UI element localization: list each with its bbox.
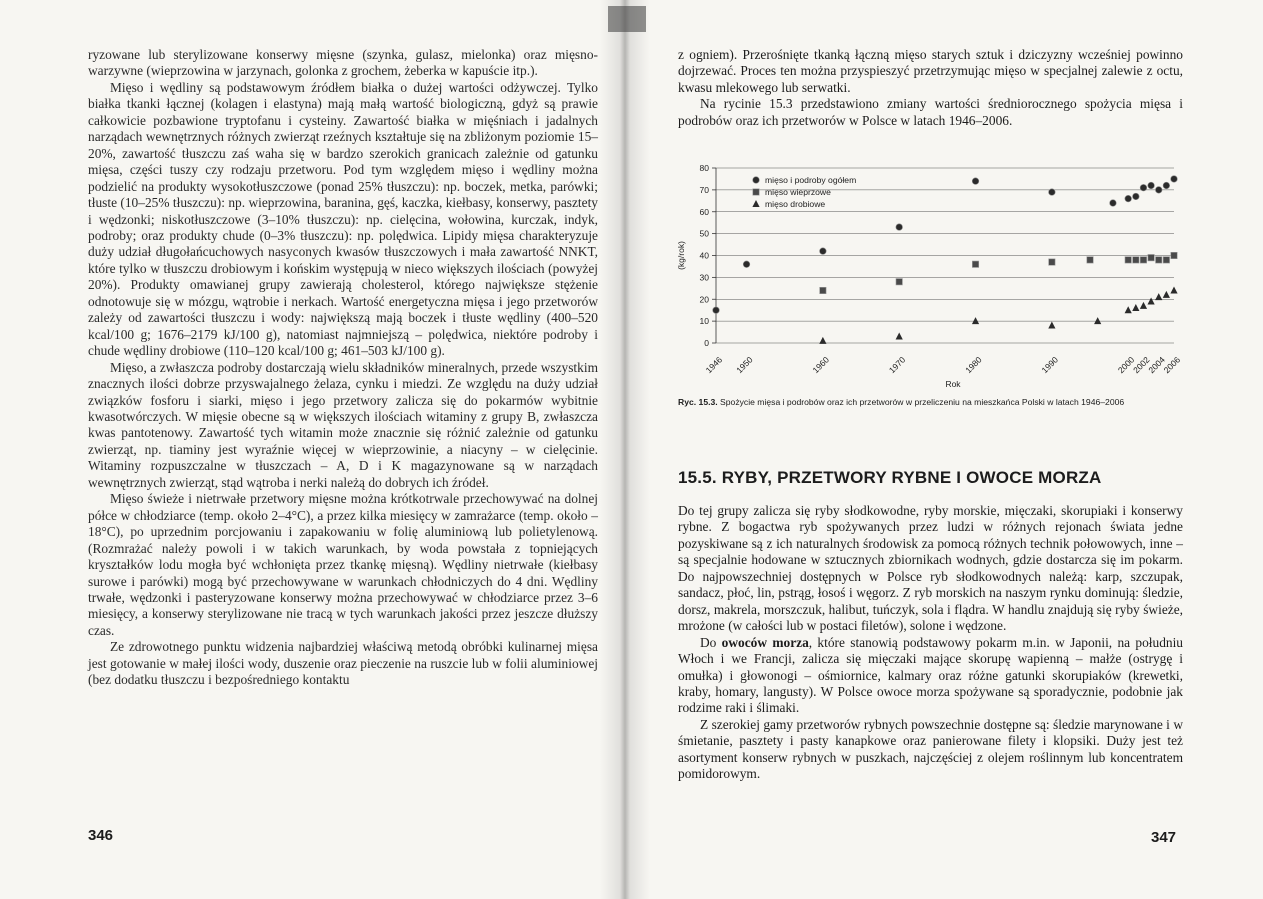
- x-tick-label-1946: 1946: [703, 354, 725, 376]
- y-tick-label-70: 70: [699, 184, 709, 195]
- legend-label-2: mięso drobiowe: [765, 199, 826, 209]
- left-paragraph-4: Mięso świeże i nietrwałe przetwory mięsne można krótkotrwale przechowywać na dolnej półce w chłodziarce (temp. około 2–4°C), a przez kilka miesięcy w zamrażarce (temp. około –18°C), po uprzednim porcjowaniu i zapakowaniu w folię aluminiową lub polietylenową. (Rozmrażać należy powoli i w takich warunkach, by woda powstała z topniejących kryształków lodu mogła być wchłonięta przez tkankę mięsną). Wędliny nietrwałe (kiełbasy surowe i parówki) mogą być przechowywane w warunkach chłodniczych do 4 dni. Wędliny trwałe, wędzonki i pasteryzowane konserwy można przechowywać w chłodziarce przez 3–6 miesięcy, a konserwy sterylizowane nie tracą w tych warunkach jakości przez jeszcze dłuższy czas.: [88, 491, 598, 638]
- right-body-paragraph-2-text: , które stanowią podstawowy pokarm m.in. w Japonii, na południu Włoch i we Francji, zalicza się mięczaki mające skorupę wapienną – małże (ostrygę i omułka) i głowonogi – ośmiornice, kalmary oraz różne gatunki skorupiaków (krewetki, kraby, homary, langusty). W Polsce owoce morza spożywane są sporadycznie, podobnie jak rodzime raki i ślimaki.: [678, 634, 1183, 716]
- series-2-point-1996: [1094, 317, 1101, 324]
- series-0-point-2005: [1163, 182, 1170, 189]
- y-tick-label-30: 30: [699, 272, 709, 283]
- right-body-paragraph-2-bold: owoców morza: [721, 634, 809, 650]
- x-tick-label-1950: 1950: [734, 354, 755, 376]
- series-1-point-2006: [1171, 252, 1177, 258]
- left-text-column: [88, 47, 598, 689]
- x-tick-label-1970: 1970: [886, 354, 908, 376]
- series-1-point-2000: [1125, 257, 1131, 263]
- consumption-chart: [676, 160, 1184, 396]
- legend-marker-0: [753, 177, 760, 184]
- right-body-paragraph-2-lead: Do: [700, 634, 722, 650]
- x-tick-label-2004: 2004: [1146, 354, 1167, 376]
- right-body-paragraph-3: [678, 717, 1183, 783]
- series-2-point-2004: [1155, 293, 1162, 300]
- series-2-point-1990: [1048, 322, 1055, 329]
- series-1-point-2003: [1148, 254, 1154, 260]
- right-body-column: [678, 503, 1183, 783]
- series-2-point-2001: [1132, 304, 1139, 311]
- caption-text: Spożycie mięsa i podrobów oraz ich przetworów w przeliczeniu na mieszkańca Polski w latach 1946–2006: [720, 397, 1125, 407]
- left-paragraph-3: Mięso, a zwłaszcza podroby dostarczają wielu składników mineralnych, przede wszystkim znacznych ilości dobrze przyswajalnego żelaza, cynku i miedzi. Ze względu na duży udział związków fosforu i siarki, mięso i jego przetwory zalicza się do pokarmów wybitnie kwasotwórczych. W mięsie obecne są w większych ilościach witaminy z grupy B, zwłaszcza kwas pantotenowy. Zawartość tych witamin może znacznie się różnić zależnie od gatunku zwierząt, np. tiaminy jest wyraźnie więcej w wieprzowinie, a niacyny – w cielęcinie. Witaminy rozpuszczalne w tłuszczach – A, D i K magazynowane są w narządach wewnętrznych zwierząt, stąd wątroba i nerki należą do dobrych ich źródeł.: [88, 359, 598, 490]
- series-2-point-1960: [819, 337, 826, 344]
- x-tick-label-2006: 2006: [1161, 354, 1183, 376]
- series-2-point-2006: [1170, 287, 1177, 294]
- y-tick-label-60: 60: [699, 206, 709, 217]
- right-body-paragraph-3-text: Z szerokiej gamy przetworów rybnych powszechnie dostępne są: śledzie marynowane i w śmietanie, pasztety i pasty kanapkowe oraz panierowane filety i klopsiki. Duży jest też asortyment konserw rybnych w puszkach, najczęściej z olejem roślinnym lub koncentratem pomidorowym.: [678, 716, 1183, 782]
- series-0-point-2000: [1125, 195, 1132, 202]
- left-paragraph-1: ryzowane lub sterylizowane konserwy mięsne (szynka, gulasz, mielonka) oraz mięsno-warzywne (wieprzowina w jarzynach, golonka z grochem, żeberka w kapuście itp.).: [88, 47, 598, 79]
- series-2-point-1980: [972, 317, 979, 324]
- chart-svg: [676, 160, 1184, 396]
- x-axis-title: Rok: [945, 379, 961, 389]
- x-tick-label-2002: 2002: [1131, 354, 1152, 376]
- series-0-point-1950: [743, 261, 750, 268]
- right-body-paragraph-1-text: Do tej grupy zalicza się ryby słodkowodne, ryby morskie, mięczaki, skorupiaki i konserwy rybne. Z bogactwa ryb spożywanych przez ludzi w różnych rejonach świata jedne pozyskiwane są z ich naturalnych środowisk za pomocą różnych technik połowowych, inne – są specjalnie hodowane w sztucznych zbiornikach wodnych, gdzie dostarcza się im pokarm. Do najpowszechniej dostępnych w Polsce ryb słodkowodnych należą: karp, szczupak, sandacz, płoć, lin, pstrąg, łosoś i węgorz. Z ryb morskich na naszym rynku dominują: śledzie, dorsz, makrela, morszczuk, halibut, tuńczyk, sola i flądra. W handlu znajdują się ryby świeże, mrożone (w całości lub w postaci filetów), solone i wędzone.: [678, 503, 1183, 634]
- right-intro-column: [678, 47, 1183, 129]
- right-intro-paragraph-1: z ogniem). Przerośnięte tkanką łączną mięso starych sztuk i dziczyzny wcześniej powinno dojrzewać. Proces ten można przyspieszyć przetrzymując mięso w specjalnej zalewie z octu, kwasu mlekowego lub serwatki.: [678, 47, 1183, 95]
- book-gutter: [600, 0, 650, 899]
- series-1-point-2002: [1140, 257, 1146, 263]
- x-tick-label-2000: 2000: [1115, 354, 1137, 376]
- series-1-point-1960: [820, 287, 826, 293]
- y-tick-label-40: 40: [699, 250, 709, 261]
- series-0-point-1998: [1110, 200, 1117, 207]
- series-0-point-2004: [1155, 187, 1162, 194]
- series-0-point-2003: [1148, 182, 1155, 189]
- series-1-point-2001: [1133, 257, 1139, 263]
- y-tick-label-20: 20: [699, 294, 709, 305]
- right-intro-paragraph-2: Na rycinie 15.3 przedstawiono zmiany wartości średniorocznego spożycia mięsa i podrobów oraz ich przetworów w Polsce w latach 1946–2006.: [678, 96, 1183, 128]
- y-axis-title: (kg/rok): [676, 241, 686, 270]
- legend-label-1: mięso wieprzowe: [765, 187, 831, 197]
- series-0-point-2001: [1133, 193, 1140, 200]
- y-tick-label-10: 10: [699, 316, 709, 327]
- y-tick-label-80: 80: [699, 163, 709, 173]
- series-2-point-1970: [896, 332, 903, 339]
- x-tick-label-1960: 1960: [810, 354, 831, 376]
- section-heading: 15.5. RYBY, PRZETWORY RYBNE I OWOCE MORZA: [678, 468, 1102, 487]
- x-tick-label-1980: 1980: [963, 354, 984, 376]
- series-1-point-2005: [1163, 257, 1169, 263]
- series-0-point-1980: [972, 178, 979, 185]
- series-2-point-2002: [1140, 302, 1147, 309]
- figure-caption: [678, 397, 1183, 409]
- left-paragraph-2: Mięso i wędliny są podstawowym źródłem białka o dużej wartości odżywczej. Tylko białka tkanki łącznej (kolagen i elastyna) mają małą wartość biologiczną, gdyż są prawie całkowicie pozbawione tryptofanu i cysteiny. Zawartość białka w mięśniach i jadalnych narządach wewnętrznych różnych zwierząt rzeźnych kształtuje się na zbliżonym poziomie 15–20%, zawartość tłuszczu zaś waha się w bardzo szerokich granicach zależnie od gatunku mięsa, części tuszy czy rodzaju przetworu. Pod tym względem mięso i wędliny można podzielić na produkty wysokotłuszczowe (ponad 25% tłuszczu): np. boczek, metka, parówki; tłuste (10–25% tłuszczu): np. wieprzowina, baranina, gęś, kaczka, kiełbasy, konserwy, pasztety i wędzonki; niskotłuszczowe (3–10% tłuszczu): np. cielęcina, wołowina, kurczak, indyk, podroby; oraz produkty chude (0–3% tłuszczu): np. polędwica. Lipidy mięsa charakteryzuje duży udział długołańcuchowych nasyconych kwasów tłuszczowych i mała zawartość NNKT, które tylko w tłuszczu drobiowym i końskim występują w nieco większych ilościach (powyżej 20%). Produkty omawianej grupy zawierają cholesterol, którego największe stężenie odnotowuje się w mózgu, wątrobie i nerkach. Wartość energetyczna mięsa i jego przetworów zależy od zawartości tłuszczu i wody: największą mają boczek i tłuste wędliny (400–520 kcal/100 g; 1676–2179 kJ/100 g), natomiast najmniejszą – polędwica, niektóre podroby i chude wędliny drobiowe (110–120 kcal/100 g; 461–503 kJ/100 g).: [88, 79, 598, 359]
- series-2-point-2005: [1163, 291, 1170, 298]
- y-tick-label-50: 50: [699, 228, 709, 239]
- x-tick-label-1990: 1990: [1039, 354, 1060, 376]
- page-number-right: 347: [1151, 829, 1177, 846]
- series-0-point-1990: [1049, 189, 1056, 196]
- series-1-point-1995: [1087, 257, 1093, 263]
- left-paragraph-5: Ze zdrowotnego punktu widzenia najbardziej właściwą metodą obróbki kulinarnej mięsa jest gotowanie w małej ilości wody, duszenie oraz pieczenie na ruszcie lub w folii aluminiowej (bez dodatku tłuszczu i bezpośredniego kontaktu: [88, 639, 598, 688]
- series-1-point-1980: [972, 261, 978, 267]
- series-0-point-2006: [1171, 176, 1178, 183]
- right-body-paragraph-2: [678, 635, 1183, 717]
- series-0-point-2002: [1140, 184, 1147, 191]
- legend-marker-1: [753, 189, 759, 195]
- right-body-paragraph-1: [678, 503, 1183, 635]
- legend-marker-2: [752, 200, 759, 207]
- legend-label-0: mięso i podroby ogółem: [765, 175, 857, 185]
- y-tick-label-0: 0: [704, 338, 709, 348]
- series-0-point-1946: [713, 307, 720, 314]
- series-2-point-2003: [1148, 297, 1155, 304]
- series-1-point-2004: [1156, 257, 1162, 263]
- page-number-left: 346: [88, 827, 114, 844]
- series-0-point-1960: [820, 248, 827, 255]
- scan-shadow-mark: [608, 6, 646, 32]
- series-2-point-2000: [1125, 306, 1132, 313]
- series-1-point-1970: [896, 279, 902, 285]
- series-0-point-1970: [896, 224, 903, 231]
- caption-label: Ryc. 15.3.: [678, 397, 718, 407]
- series-1-point-1990: [1049, 259, 1055, 265]
